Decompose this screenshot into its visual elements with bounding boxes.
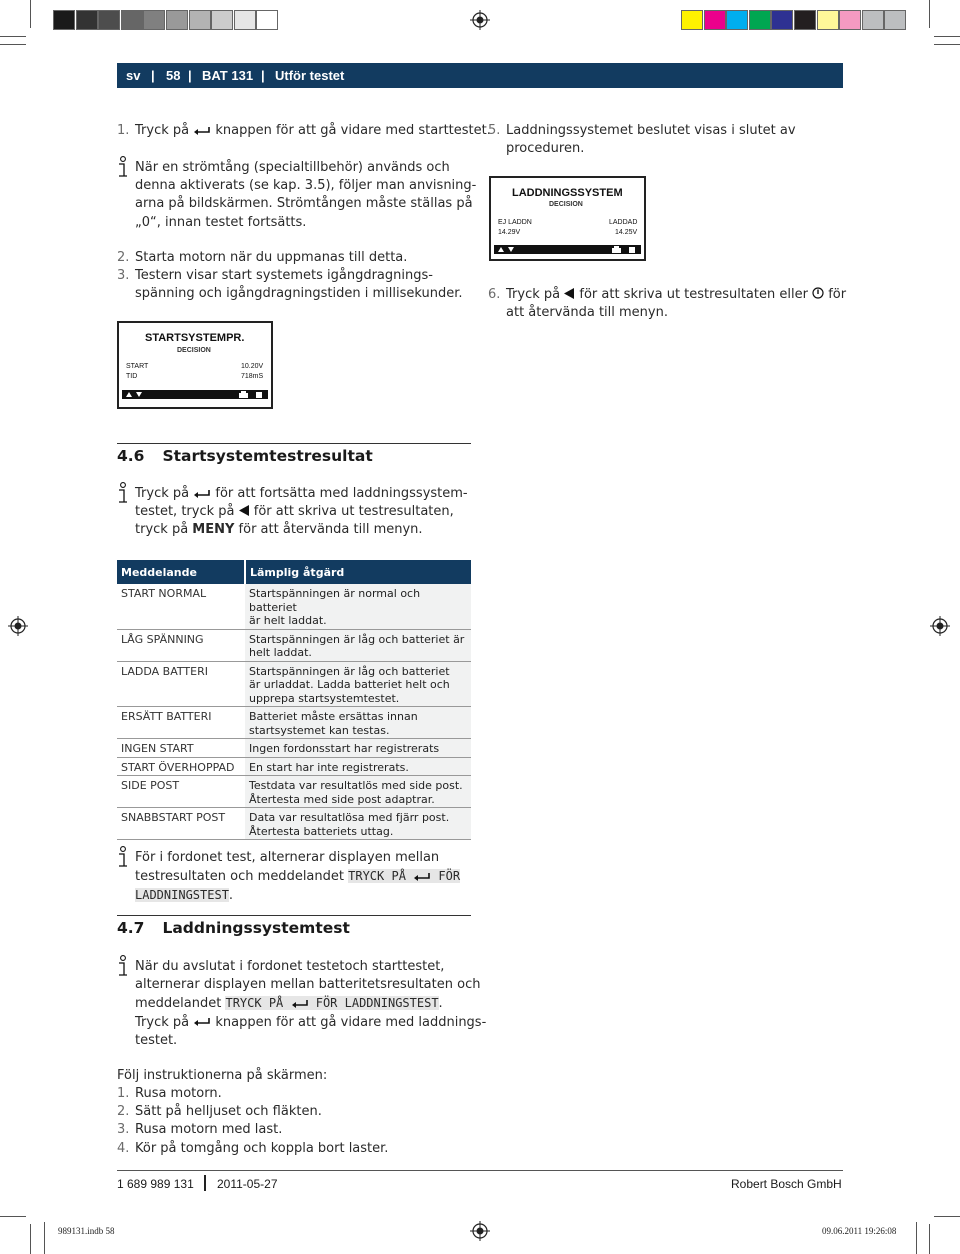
company-name: Robert Bosch GmbH bbox=[731, 1177, 842, 1191]
color-swatch bbox=[749, 10, 771, 30]
left-triangle-icon bbox=[564, 288, 575, 299]
enter-icon bbox=[413, 872, 431, 882]
registration-mark-icon bbox=[470, 10, 490, 30]
gray-swatch bbox=[189, 10, 211, 30]
gray-swatch bbox=[121, 10, 143, 30]
printer-battery-icons bbox=[238, 391, 264, 398]
action-cell: Data var resultatlösa med fjärr post. Återtesta batteriets uttag. bbox=[245, 808, 471, 840]
step-text: knappen för att gå vidare med starttestet. bbox=[211, 123, 491, 138]
note-charging-test: När du avslutat i fordonet testetoch starttestet, alternerar displayen mellan batteritetsresultaten och meddelandet TRYCK PÅ FÖR LADDNINGSTEST. Tryck på knappen för att gå vidare med laddnings- testet. bbox=[135, 959, 487, 1048]
header-product: BAT 131 bbox=[202, 68, 254, 83]
enter-icon bbox=[193, 489, 211, 499]
header-separator: | bbox=[261, 68, 265, 83]
enter-icon bbox=[193, 126, 211, 136]
step-1 bbox=[117, 122, 491, 140]
gray-swatch bbox=[166, 10, 188, 30]
color-swatch bbox=[726, 10, 748, 30]
table-row bbox=[117, 707, 471, 739]
screen-subtitle: DECISION bbox=[177, 347, 211, 354]
screen-title: STARTSYSTEMPR. bbox=[145, 332, 245, 344]
section-heading-4-7: 4.7 Laddningssystemtest bbox=[117, 919, 350, 937]
enter-icon bbox=[291, 999, 309, 1009]
step-number: 1. bbox=[117, 123, 130, 138]
color-swatch bbox=[884, 10, 906, 30]
color-swatch bbox=[771, 10, 793, 30]
step-3: 3. Testern visar start systemets igångdragnings- spänning och igångdragningstiden i millisekunder. bbox=[117, 268, 463, 302]
charging-system-screen: LADDNINGSSYSTEM DECISION EJ LADDN 14.29V LADDAD 14.25V bbox=[489, 176, 646, 261]
printer-battery-icons bbox=[611, 246, 637, 253]
gray-swatch bbox=[76, 10, 98, 30]
color-swatch bbox=[817, 10, 839, 30]
header-section: Utför testet bbox=[275, 68, 345, 83]
results-table bbox=[117, 560, 471, 840]
header-page-number: 58 bbox=[166, 68, 181, 83]
action-cell: Startspänningen är låg och batteriet är helt laddat. bbox=[245, 629, 471, 661]
message-cell: START ÖVERHOPPAD bbox=[117, 757, 245, 776]
table-row bbox=[117, 584, 471, 629]
table-row bbox=[117, 808, 471, 840]
message-cell: INGEN START bbox=[117, 739, 245, 758]
section-rule bbox=[117, 915, 471, 916]
screen-subtitle: DECISION bbox=[549, 201, 583, 208]
header-separator: | bbox=[151, 68, 155, 83]
footer-rule bbox=[117, 1170, 843, 1171]
message-cell: SNABBSTART POST bbox=[117, 808, 245, 840]
color-swatch bbox=[681, 10, 703, 30]
document-number: 1 689 989 131 bbox=[117, 1177, 194, 1191]
slug-timestamp: 09.06.2011 19:26:08 bbox=[822, 1226, 897, 1236]
action-cell: En start har inte registrerats. bbox=[245, 757, 471, 776]
message-cell: SIDE POST bbox=[117, 776, 245, 808]
document-date: 2011-05-27 bbox=[217, 1177, 278, 1191]
gray-swatch bbox=[143, 10, 165, 30]
table-row bbox=[117, 776, 471, 808]
screen-title: LADDNINGSSYSTEM bbox=[512, 187, 623, 199]
section-rule bbox=[117, 443, 471, 444]
registration-mark-icon bbox=[8, 616, 28, 636]
info-icon bbox=[116, 955, 130, 977]
step-text: Tryck på bbox=[135, 123, 194, 138]
step-5: 5. Laddningssystemet beslutet visas i slutet av proceduren. bbox=[488, 123, 796, 157]
message-cell: ERSÄTT BATTERI bbox=[117, 707, 245, 739]
registration-mark-icon bbox=[470, 1221, 490, 1241]
screen-softkey-bar bbox=[122, 390, 268, 399]
step-2: 2. Starta motorn när du uppmanas till detta. bbox=[117, 250, 408, 265]
note-results: Tryck på för att fortsätta med laddningssystem- testet, tryck på för att skriva ut testresultaten, tryck på MENY för att återvända till menyn. bbox=[135, 486, 468, 538]
color-swatch bbox=[862, 10, 884, 30]
color-swatch bbox=[839, 10, 861, 30]
gray-swatch bbox=[53, 10, 75, 30]
slug-file: 989131.indb 58 bbox=[58, 1226, 115, 1236]
instruction-step: 2. Sätt på helljuset och fläkten. bbox=[117, 1104, 322, 1120]
action-cell: Startspänningen är normal och batteriet är helt laddat. bbox=[245, 584, 471, 629]
table-row bbox=[117, 739, 471, 758]
startsystem-screen: STARTSYSTEMPR. DECISION START 10.20V TID 718mS bbox=[117, 321, 273, 409]
color-swatch bbox=[794, 10, 816, 30]
column-header-message: Meddelande bbox=[117, 560, 245, 584]
left-triangle-icon bbox=[239, 505, 250, 516]
registration-mark-icon bbox=[930, 616, 950, 636]
footer-divider bbox=[204, 1175, 206, 1191]
power-icon bbox=[812, 287, 824, 299]
message-cell: START NORMAL bbox=[117, 584, 245, 629]
message-cell: LÅG SPÄNNING bbox=[117, 629, 245, 661]
note-in-vehicle: För i fordonet test, alternerar displayen mellan testresultaten och meddelandet TRYCK PÅ FÖR LADDNINGSTEST. bbox=[135, 850, 461, 904]
action-cell: Ingen fordonsstart har registrerats bbox=[245, 739, 471, 758]
action-cell: Startspänningen är låg och batteriet är urladdat. Ladda batteriet helt och upprepa startsystemtestet. bbox=[245, 661, 471, 707]
info-icon bbox=[116, 482, 130, 504]
instruction-step: 1. Rusa motorn. bbox=[117, 1086, 222, 1101]
message-cell: LADDA BATTERI bbox=[117, 661, 245, 707]
enter-icon bbox=[193, 1017, 211, 1027]
instruction-step: 3. Rusa motorn med last. bbox=[117, 1122, 283, 1138]
up-down-arrows-icon bbox=[125, 391, 145, 398]
note-current-clamp: När en strömtång (specialtillbehör) används och denna aktiverats (se kap. 3.5), följer man anvisning- arna på bildskärmen. Strömtången måste ställas på „0“, innan testet fortsätts. bbox=[135, 160, 477, 230]
step-6: 6. Tryck på för att skriva ut testresultaten eller för att återvända till menyn. bbox=[488, 287, 847, 321]
instruction-step: 4. Kör på tomgång och koppla bort laster. bbox=[117, 1140, 389, 1156]
header-language: sv bbox=[126, 68, 141, 83]
action-cell: Testdata var resultatlös med side post. Återtesta med side post adaptrar. bbox=[245, 776, 471, 808]
action-cell: Batteriet måste ersättas innan startsystemet kan testas. bbox=[245, 707, 471, 739]
info-icon bbox=[116, 156, 130, 178]
column-header-action: Lämplig åtgärd bbox=[245, 560, 471, 584]
screen-softkey-bar bbox=[494, 245, 641, 254]
gray-swatch bbox=[234, 10, 256, 30]
color-swatch bbox=[704, 10, 726, 30]
up-down-arrows-icon bbox=[497, 246, 517, 253]
header-separator: | bbox=[188, 68, 192, 83]
gray-swatch bbox=[98, 10, 120, 30]
instructions-intro: Följ instruktionerna på skärmen: bbox=[117, 1068, 328, 1083]
gray-swatch bbox=[256, 10, 278, 30]
table-row bbox=[117, 629, 471, 661]
section-heading-4-6: 4.6 Startsystemtestresultat bbox=[117, 447, 373, 465]
table-row bbox=[117, 757, 471, 776]
info-icon bbox=[116, 846, 130, 868]
gray-swatch bbox=[211, 10, 233, 30]
page-header bbox=[117, 63, 843, 88]
table-row bbox=[117, 661, 471, 707]
